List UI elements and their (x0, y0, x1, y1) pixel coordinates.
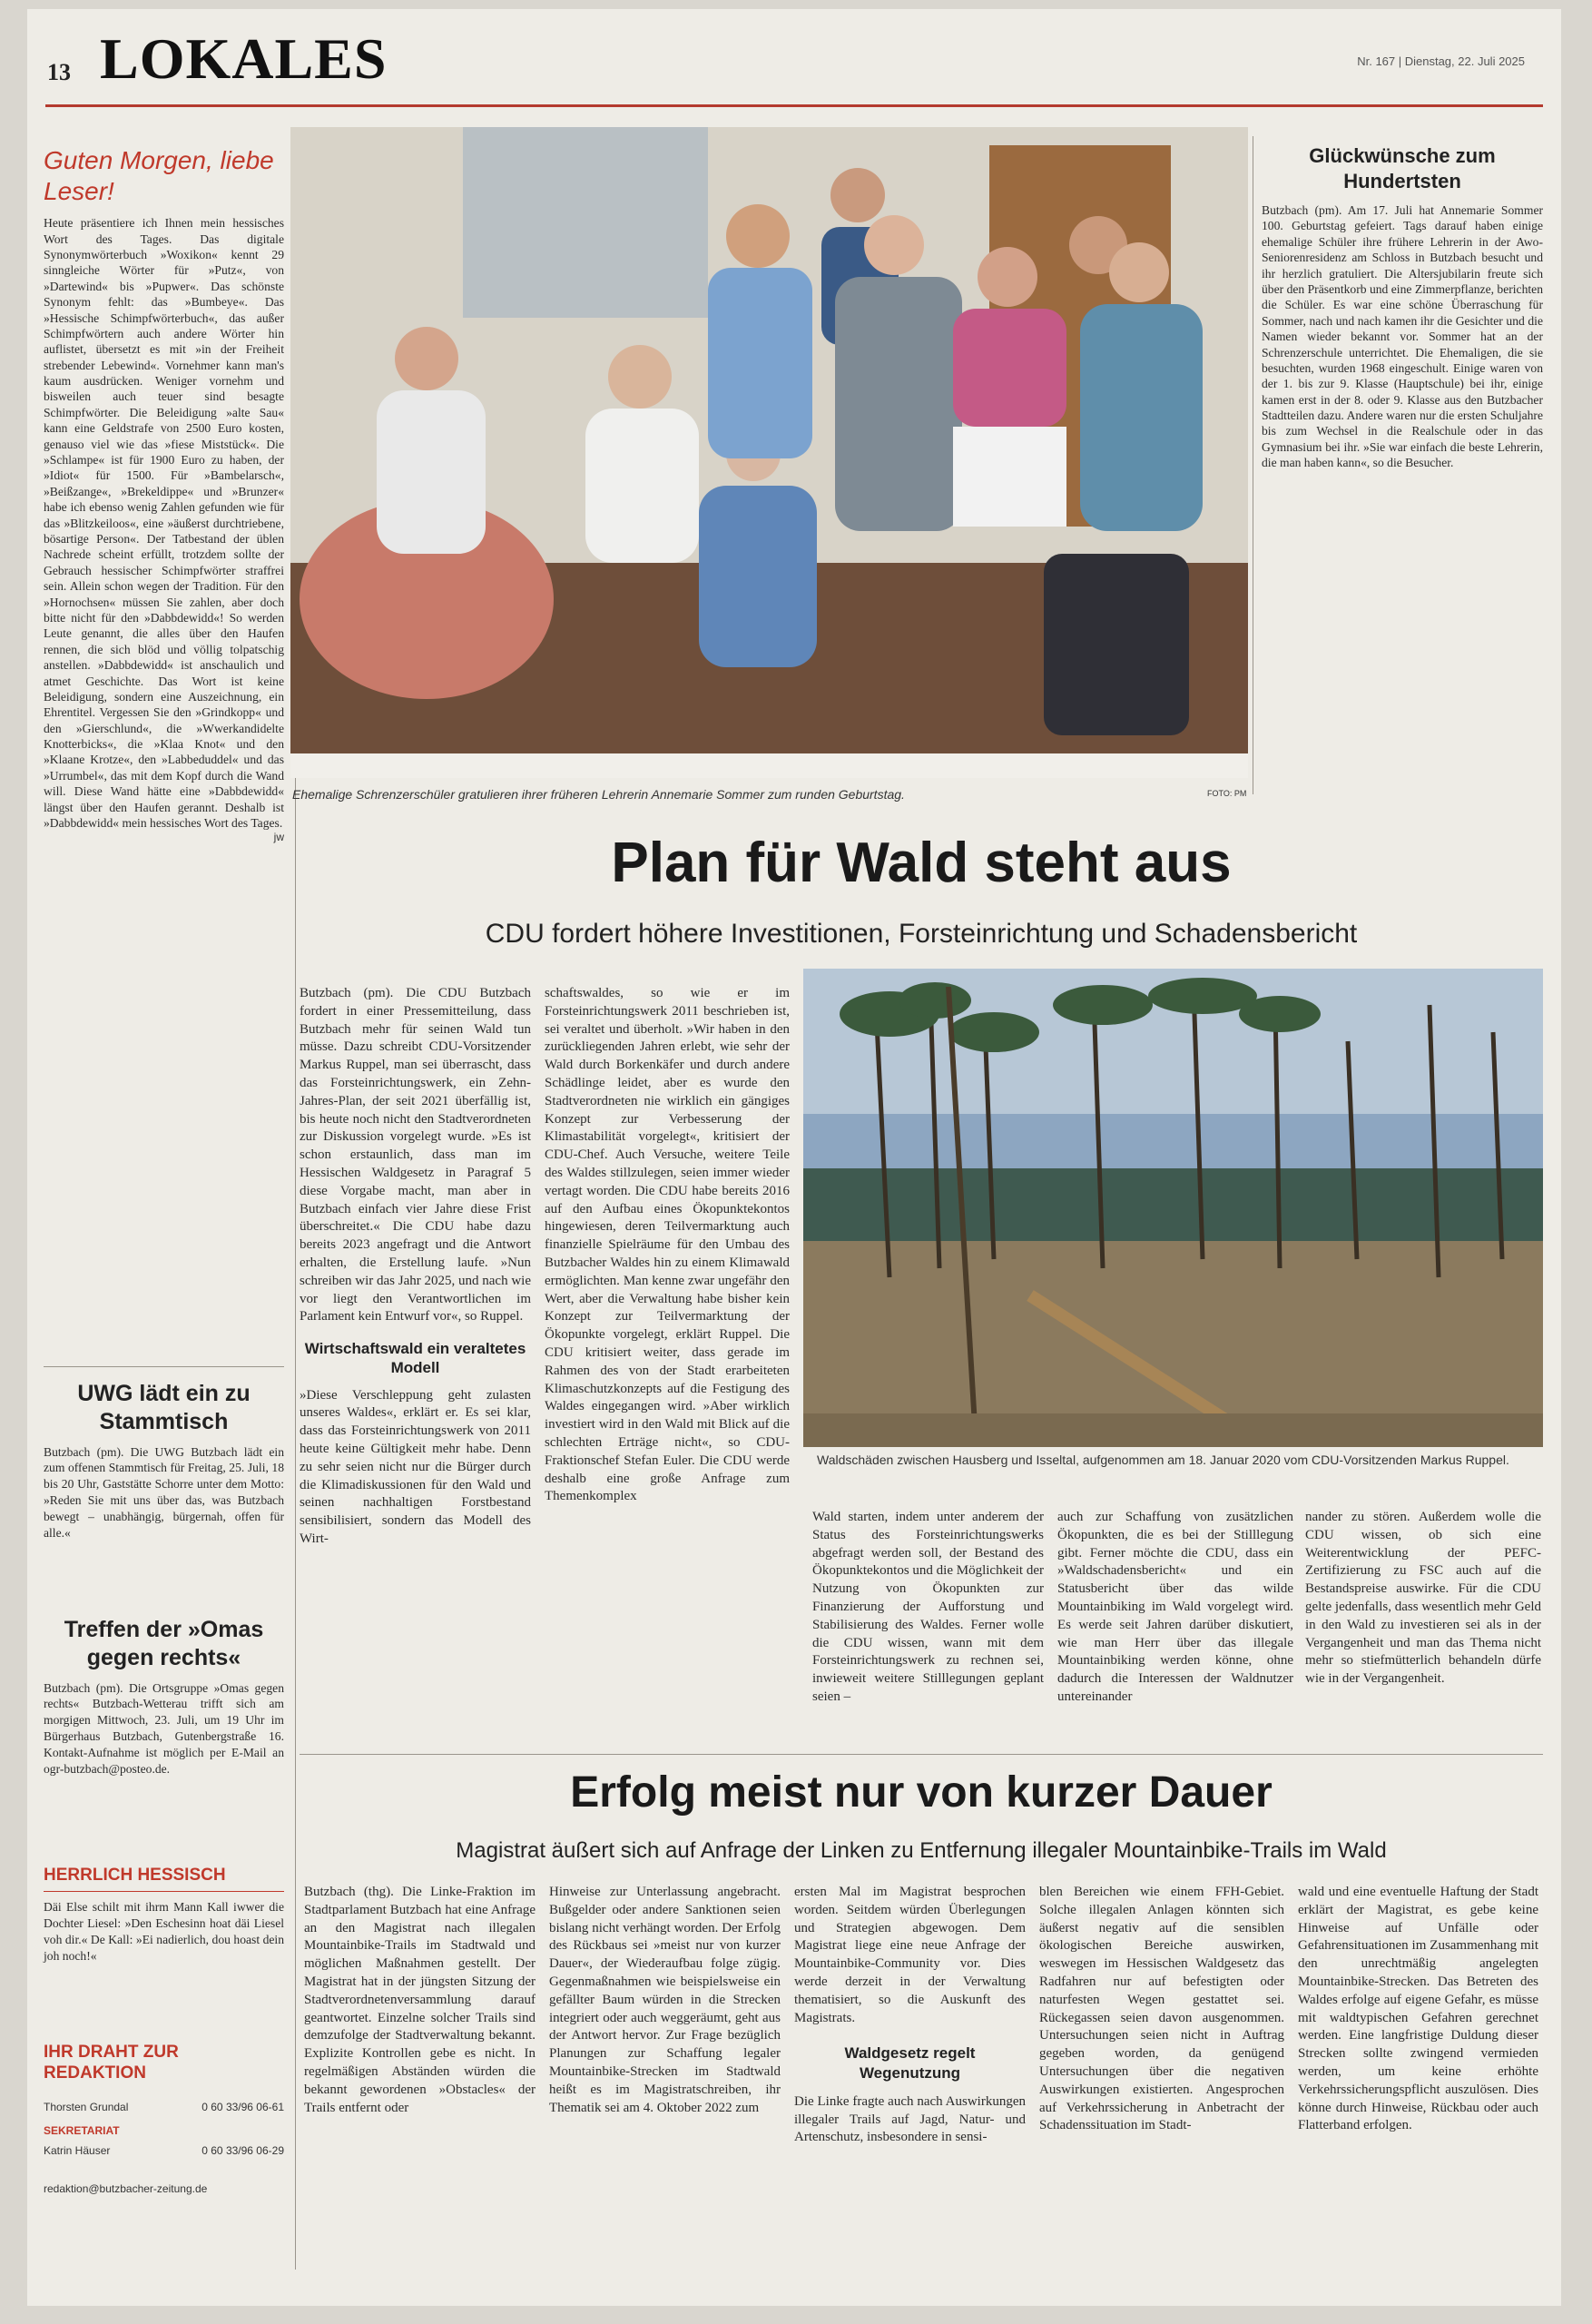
greeting-column (44, 145, 284, 843)
greeting-body: Heute präsentiere ich Ihnen mein hessisches Wort des Tages. Das digitale Synonymwörterbuch »Woxikon« kennt 29 sinngleiche Wörter für »Putz«, von »Dartewind« bis »Pupwer«. Das schönste Synonym fehlt: das »Bumbeye«. Das »Hessische Schimpfwörterbuch«, das außer Schimpfwörtern auch andere Wörter hin auflistet, übersetzt es mit »in der Freiheit strebender Lebewind«. Vornehmer kann man's kaum ausdrücken. Weniger vornehm und bisweilen auch teuer sind besagte Schimpfwörter. Die Beleidigung »alte Sau« kann eine Geldstrafe von 2500 Euro kosten, genauso viel wie das »fiese Miststück«. Die »Schlampe« ist für 1900 Euro zu haben, der »Idiot« für 1500. Für »Bambelarsch«, »Beißzange«, »Brekeldippe« und »Brunzer« habe ich ebenso wenig Zahlen gefunden wie für das »Blitzkeiloos«, eine »äußerst durchtriebene, bösartige Person«. Der Tatbestand der üblen Nachrede scheint erfüllt, trotzdem sollte der Gebrauch hessischer Schimpfwörter straffrei sein. Allein schon wegen der Tradition. Für den »Hornochsen« müssen Sie zahlen, aber doch bitte nicht für den »Dabbdewidd«! So werden Leute genannt, die alles über den Haufen rennen, die sich blöd und völlig tolpatschig anstellen. »Dabbdewidd« ist anschaulich und atmet Geschichte. Das Wort ist keine Beleidigung, sondern eine Auszeichnung, ein Ehrentitel. Vergessen Sie den »Grindkopp« und den »Gierschlund«, die »Wwerkandidelte Knotterbicks«, die »Klaa Knot« und den »Klaane Krotze«, den »Labbeduddel« und das »Urrumbel«, das mit dem Kopf durch die Wand will. Diese Wand hätte eine »Dabbdewidd« längst über den Haufen gerannt. Deshalb ist »Dabbdewidd« mein hessisches Wort des Tages. (44, 216, 284, 831)
article1-text: Wald starten, indem unter anderem der Status des Forsteinrichtungswerks abgefragt werden soll, der Bestand des Ökopunktekontos und die Möglichkeit der Nutzung von Ökopunkten zur Finanzierung der Aufforstung und Stabilisierung des Waldes. Ferner wolle die CDU wissen, wann mit dem Forsteinrichtungswerk zu rechnen sei, inwieweit weitere Stilllegungen geplant seien – (812, 1510, 1044, 1704)
article2-subheading: Waldgesetz regelt Wegenutzung (844, 2044, 976, 2082)
contact-rows (44, 2101, 284, 2157)
article1-text: auch zur Schaffung von zusätzlichen Ökopunkten, die es bei der Stilllegung gibt. Ferner möchte die CDU, dass ein »Waldschadensbericht« und ein Statusbericht über das wilde Mountainbiking im Wald vorgelegt wird. Es werde seit Jahren darüber diskutiert, wie man Herr über das illegale Mountainbiking werden könne, ohne dadurch die Interessen der Waldnutzer untereinander (1057, 1510, 1293, 1704)
omas-body: Butzbach (pm). Die Ortsgruppe »Omas gegen rechts« Butzbach-Wetterau trifft sich am morgigen Mittwoch, 23. Juli, um 19 Uhr im Bürgerhaus Butzbach, Gutenbergstraße 16. Kontakt-Aufnahme ist möglich per E-Mail an ogr-butzbach@posteo.de. (44, 1680, 284, 1777)
greeting-title: Guten Morgen, liebe Leser! (44, 146, 274, 205)
article2-headline: Erfolg meist nur von kurzer Dauer (570, 1768, 1273, 1817)
congrats-body: Butzbach (pm). Am 17. Juli hat Annemarie Sommer 100. Geburtstag gefeiert. Tags darauf haben einige ehemalige Schüler ihre frühere Lehrerin in der Awo-Seniorenresidenz am Schloss in Butzbach besucht und ihr herzlich gratuliert. Die Altersjubilarin freute sich über den Präsentkorb und eine Zimmerpflanze, berichten die Schüler. Es war eine schöne Überraschung für Sommer, nach und nach kamen ihr die Gesichter und die Namen wieder bekannt vor. Sommer hat an der Schrenzerschule unterrichtet. Die Ehemaligen, die sie besuchten, wurden 1968 eingeschult. Einige waren von der 1. bis zur 9. Klasse (Hauptschule) bei ihr, einige kamen erst in der 8. oder 9. Klasse aus den Butzbacher Stadtteilen dazu. Andere waren nur die ersten Schuljahre bis zum Wechsel in die Realschule oder in das Gymnasium bei ihr. »Sie war einfach die beste Lehrerin, die man haben kann«, so die Besucher. (1262, 203, 1543, 470)
forest-photo (803, 969, 1543, 1447)
article1-col5 (1305, 1509, 1541, 1689)
article1-text: nander zu stören. Außerdem wolle die CDU wissen, ob sich eine Weiterentwicklung der PEFC-Zertifizierung zu FSC auch auf die Bestandspreise auswirke. Für die CDU gelte jedenfalls, dass wesentlich mehr Geld in den Wald zu investieren sei als in der Vergangenheit und man das Thema nicht mehr so stiefmütterlich behandeln dürfe wie in der Vergangenheit. (1305, 1510, 1541, 1687)
congrats-box (1262, 143, 1543, 471)
contact-phone: 0 60 33/96 06-61 (201, 2100, 284, 2113)
contact-phone: 0 60 33/96 06-29 (201, 2143, 284, 2157)
uwg-title: UWG lädt ein zu Stammtisch (77, 1381, 251, 1435)
article2-text: Die Linke fragte auch nach Auswirkungen illegaler Trails auf Jagd, Natur- und Artenschutz, insbesondere in sensi- (794, 2093, 1026, 2145)
forest-photo-caption: Waldschäden zwischen Hausberg und Isseltal, aufgenommen am 18. Januar 2020 vom CDU-Vorsitzenden Markus Ruppel. (817, 1452, 1509, 1467)
issue-meta: Nr. 167 | Dienstag, 22. Juli 2025 (1357, 54, 1525, 68)
article1-headline: Plan für Wald steht aus (611, 832, 1232, 894)
article2-subline: Magistrat äußert sich auf Anfrage der Linken zu Entfernung illegaler Mountainbike-Trails im Wald (456, 1838, 1387, 1863)
article2-text: Butzbach (thg). Die Linke-Fraktion im Stadtparlament Butzbach hat eine Anfrage an den Magistrat nach illegalen Mountainbike-Trails im Stadtwald und möglichen Maßnahmen gestellt. Der Magistrat hat in der jüngsten Sitzung der Stadtverordnetenversammlung darauf geantwortet. Einzelne solcher Trails sind demzufolge der Stadtverwaltung bekannt. Explizite Kontrollen gebe es nicht. In regelmäßigen Abständen würden die bekannt gewordenen »Obstacles« der Trails entfernt oder (304, 1885, 536, 2115)
article2-col5 (1298, 1884, 1538, 2135)
contact-name: Katrin Häuser (44, 2143, 111, 2157)
article2-text: blen Bereichen wie einem FFH-Gebiet. Solche illegalen Anlagen könnten sich äußerst negativ auf die sensiblen ökologischen Bereiche auswirken, weswegen im Hessischen Waldgesetz das Radfahren nur auf befestigten oder naturfesten Wegen gestattet sei. Rückegassen seien davon ausgenommen. Untersuchungen seien nicht in Auftrag gegeben worden, da genügend Untersuchungen über die negativen Auswirkungen existierten. Angesprochen auf Verkehrssicherung in Anbetracht der Schadenssituation im Stadt- (1039, 1885, 1284, 2133)
contact-row (44, 2122, 284, 2139)
article2-text: Hinweise zur Unterlassung angebracht. Bußgelder oder andere Sanktionen seien bislang nicht verhängt worden. Der Erfolg des Rückbaus sei »meist nur von kurzer Dauer«, der Wiederaufbau folge zügig. Gegenmaßnahmen wie beispielsweise ein gefällter Baum würden in die Strecken integriert oder auch weggeräumt, geht aus der Antwort hervor. Zur Frage bezüglich Planungen zur Schaffung legaler Mountainbike-Strecken im Stadtwald heißt es im Magistratschreiben, ihr Thematik sei am 4. Oktober 2022 zum (549, 1885, 781, 2115)
article1-col3 (812, 1509, 1044, 1707)
section-title: LOKALES (100, 26, 388, 91)
article-divider (300, 1754, 1543, 1755)
divider (44, 1366, 284, 1367)
omas-box (44, 1616, 284, 1777)
article2-text: wald und eine eventuelle Haftung der Stadt erklärt der Magistrat, es gebe keine Hinweise auf Unfälle oder Gefahrensituationen im Zusammenhang mit den unrechtmäßig angelegten Mountainbike-Strecken. Das Betreten des Waldes erfolge auf eigene Gefahr, es müsse mit waldtypischen Gefahren gerechnet werden. Eine langfristige Duldung dieser Strecken sollte zwingend vermieden werden, um keine erhöhte Verkehrssicherungspflicht auszulösen. Dies könne durch Hinweise, Rückbau oder auch Flatterband erfolgen. (1298, 1885, 1538, 2133)
article1-text: »Diese Verschleppung geht zulasten unseres Waldes«, erklärt er. Es sei klar, dass das Forsteinrichtungswerk von 2011 heute keine Gültigkeit mehr habe. Denn zu sehr seien nicht nur die Bürger durch die Klimadiskussionen für den Wald und seinen nachhaltigen Forstbestand sensibilisiert, sondern das Modell des Wirt- (300, 1387, 531, 1547)
article2-col4 (1039, 1884, 1284, 2135)
contact-name: Thorsten Grundal (44, 2100, 129, 2113)
contact-row (44, 2101, 284, 2113)
article1-subline: CDU fordert höhere Investitionen, Forsteinrichtung und Schadensbericht (485, 919, 1358, 949)
forest-photo-image (803, 969, 1543, 1447)
article2-col3 (794, 1884, 1026, 2147)
article1-col2 (545, 985, 790, 1506)
article1-text: schaftswaldes, so wie er im Forsteinrichtungswerk 2011 beschrieben ist, sei veraltet und überholt. »Wir haben in den zurückliegenden Jahren erlebt, wie sehr der Wald durch Borkenkäfer und durch andere Schädlinge leidet, aber es wurde den Stadtverordneten nie wirklich ein gängiges Konzept zur Verbesserung der Klimastabilität vorgelegt«, kritisiert der CDU-Chef. Auch Versuche, weitere Teile des Waldes stillzulegen, seien immer wieder vertagt worden. Die CDU habe bereits 2016 auf den Aufbau eines Ökopunktekontos hingewiesen, deren Teilvermarktung auch finanzielle Spielräume für den Umbau des Butzbacher Waldes hin zu einem Klimawald ermöglichten. Man kenne zwar ungefähr den Wert, aber die Verwaltung habe bisher kein Konzept zur Teilvermarktung der Ökopunkte vorgelegt, erklärt Ruppel. Die CDU kritisiert weiter, dass gerade im Rahmen des von der Stadt erarbeiteten Klimaschutzkonzepts auf die Festigung des Waldes eingegangen wird. »Aber wirklich investiert wird in den Wald mit Blick auf die schlechten Erträge nicht«, so CDU-Fraktionschef Stefan Euler. Die CDU werde deshalb eine große Anfrage zum Themenkomplex (545, 986, 790, 1504)
article1-col4 (1057, 1509, 1293, 1707)
contact-name: SEKRETARIAT (44, 2123, 120, 2137)
contact-box (44, 2043, 284, 2195)
congrats-title: Glückwünsche zum Hundertsten (1309, 144, 1496, 192)
herrlich-box (44, 1866, 284, 1965)
group-photo-caption: Ehemalige Schrenzerschüler gratulieren ihrer früheren Lehrerin Annemarie Sommer zum runden Geburtstag. (292, 787, 905, 802)
group-photo (290, 127, 1248, 778)
herrlich-title: HERRLICH HESSISCH (44, 1866, 226, 1885)
article2-col1 (304, 1884, 536, 2117)
article1-col1 (300, 985, 531, 1549)
uwg-body: Butzbach (pm). Die UWG Butzbach lädt ein zum offenen Stammtisch für Freitag, 25. Juli, 18 bis 20 Uhr, Gaststätte Schorre unter dem Motto: »Reden Sie mit uns über das, was Butzbach bewegt – unabhängig, bürgernah, offen für alle.« (44, 1444, 284, 1541)
article2-text: ersten Mal im Magistrat besprochen worden. Seitdem würden Überlegungen und Strategien abgewogen. Dem Magistrat liege eine neue Anfrage der Mountainbike-Community vor. Dies werde derzeit in der Verwaltung thematisiert, so die Auskunft des Magistrats. (794, 1885, 1026, 2025)
omas-title: Treffen der »Omas gegen rechts« (64, 1617, 264, 1671)
group-photo-image (290, 127, 1248, 778)
contact-title: IHR DRAHT ZUR REDAKTION (44, 2043, 179, 2083)
herrlich-body: Däi Else schilt mit ihrm Mann Kall iwwer die Dochter Liesel: »Den Eschesinn hoat däi Liesel voh dir.« De Kall: »Ei nadierlich, dou hoast dein joh noch!« (44, 1899, 284, 1963)
group-photo-credit: FOTO: PM (1207, 789, 1247, 798)
contact-email[interactable]: redaktion@butzbacher-zeitung.de (44, 2181, 208, 2195)
contact-row (44, 2144, 284, 2157)
newspaper-page (27, 9, 1561, 2306)
article1-text: Butzbach (pm). Die CDU Butzbach fordert in einer Pressemitteilung, dass Butzbach mehr für seinen Wald tun müsse. Dazu schreibt CDU-Vorsitzender Markus Ruppel, man sei überrascht, dass das Forsteinrichtungswerk, ein Zehn-Jahres-Plan, der seit 2021 überfällig ist, bis heute noch nicht den Stadtverordneten zur Diskussion vorgelegt wurde. »Es ist schon erstaunlich, dass man im Hessischen Waldgesetz in Paragraf 5 diese Vorgabe macht, man aber in Butzbach einfach vier Jahre diese Frist überschreitet.« Die CDU habe dazu bereits 2023 angefragt und die Antwort erhalten, die Erstellung laufe. »Nun schreiben wir das Jahr 2025, und nach wie vor liegt den Verantwortlichen im Parlament kein Entwurf vor«, so Ruppel. (300, 986, 531, 1324)
uwg-box (44, 1380, 284, 1541)
greeting-signature: jw (273, 831, 284, 844)
page-number: 13 (47, 59, 71, 85)
article2-col2 (549, 1884, 781, 2117)
article1-subheading: Wirtschaftswald ein veraltetes Modell (304, 1340, 526, 1377)
header-rule (45, 104, 1543, 107)
